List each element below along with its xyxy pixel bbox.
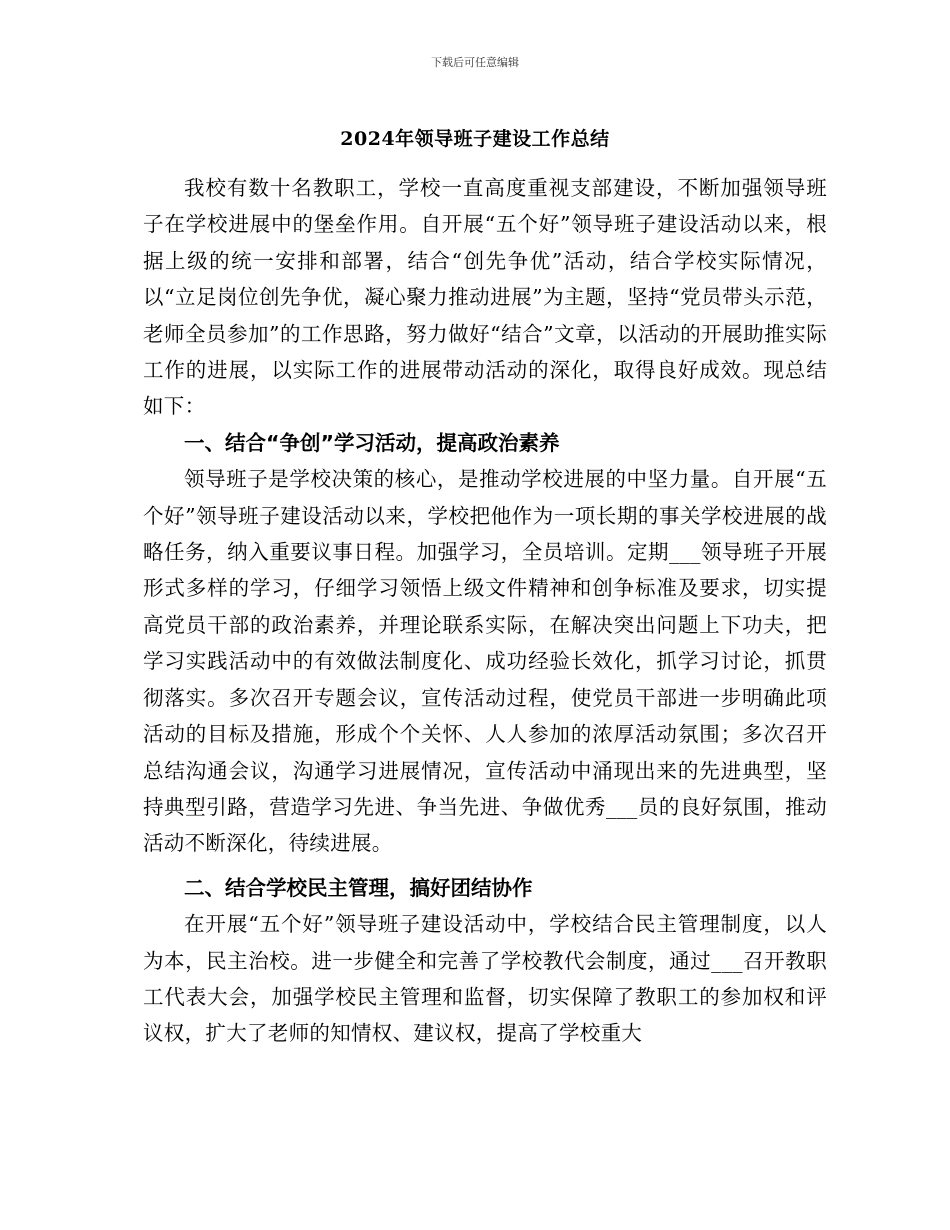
section-1-heading: 一、结合“争创”学习活动，提高政治素养 <box>184 430 560 455</box>
section-1-paragraph: 领导班子是学校决策的核心，是推动学校进展的中坚力量。自开展“五个好”领导班子建设活动以来，学校把他作为一项长期的事关学校进展的战略任务，纳入重要议事日程。加强学习，全员培训。定期___领导班子开展形式多样的学习，仔细学习领悟上级文件精神和创争标准及要求，切实提高党员干部的政治素养，并理论联系实际，在解决突出问题上下功夫，把学习实践活动中的有效做法制度化、成功经验长效化，抓学习讨论，抓贯彻落实。多次召开专题会议，宣传活动过程，使党员干部进一步明确此项活动的目标及措施，形成个个关怀、人人参加的浓厚活动氛围；多次召开总结沟通会议，沟通学习进展情况，宣传活动中涌现出来的先进典型，坚持典型引路，营造学习先进、争当先进、争做优秀___员的良好氛围，推动活动不断深化，待续进展。 <box>143 467 827 856</box>
section-2-heading: 二、结合学校民主管理，搞好团结协作 <box>184 875 533 900</box>
document-body <box>143 170 827 1052</box>
document-title: 2024年领导班子建设工作总结 <box>340 128 610 150</box>
section-2-paragraph: 在开展“五个好”领导班子建设活动中，学校结合民主管理制度，以人为本，民主治校。进一步健全和完善了学校教代会制度，通过___召开教职工代表大会，加强学校民主管理和监督，切实保障了教职工的参加权和评议权，扩大了老师的知情权、建议权，提高了学校重大 <box>143 912 827 1046</box>
header-note: 下载后可任意编辑 <box>431 56 519 69</box>
intro-paragraph: 我校有数十名教职工，学校一直高度重视支部建设，不断加强领导班子在学校进展中的堡垒作用。自开展“五个好”领导班子建设活动以来，根据上级的统一安排和部署，结合“创先争优”活动，结合学校实际情况，以“立足岗位创先争优，凝心聚力推动进展”为主题，坚持“党员带头示范，老师全员参加”的工作思路，努力做好“结合”文章，以活动的开展助推实际工作的进展，以实际工作的进展带动活动的深化，取得良好成效。现总结如下： <box>143 176 827 419</box>
